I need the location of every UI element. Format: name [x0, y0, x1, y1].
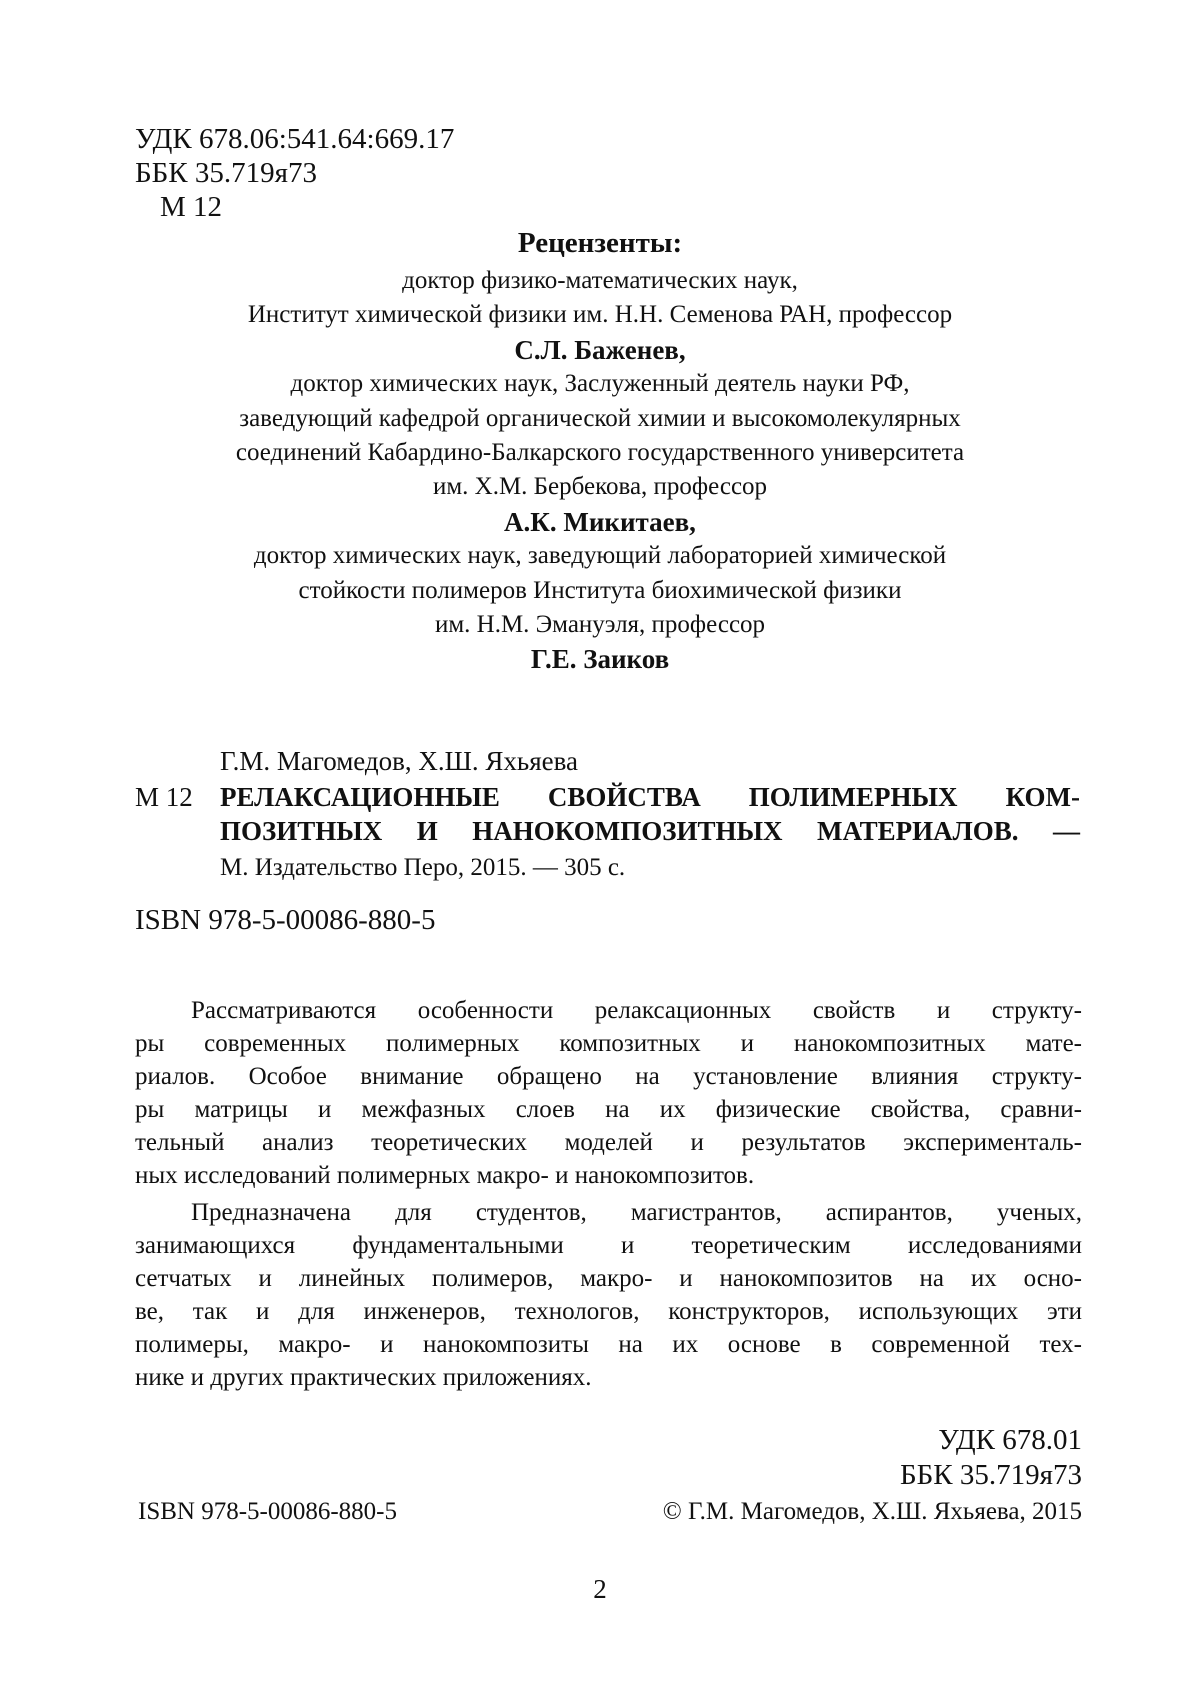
abstract-line: риалов. Особое внимание обращено на установление влияния структу- [135, 1063, 1082, 1090]
reviewer-credentials-line: им. Н.М. Эмануэля, профессор [434, 611, 766, 638]
footer-bbk-code: ББК 35.719я73 [900, 1459, 1082, 1491]
abstract-line: ве, так и для инженеров, технологов, конструкторов, использующих эти [135, 1298, 1082, 1325]
abstract-line: сетчатых и линейных полимеров, макро- и нанокомпозитов на их осно- [135, 1265, 1082, 1292]
udk-code: УДК 678.06:541.64:669.17 [135, 123, 455, 155]
book-imprint: М. Издательство Перо, 2015. — 305 с. [220, 854, 626, 881]
book-mark-code: М 12 [135, 782, 193, 812]
book-authors: Г.М. Магомедов, Х.Ш. Яхьяева [220, 746, 578, 776]
abstract-line: нике и других практических приложениях. [135, 1364, 592, 1391]
reviewer-credentials-line: Институт химической физики им. Н.Н. Семенова РАН, профессор [247, 301, 953, 329]
abstract-line: Рассматриваются особенности релаксационных свойств и структу- [191, 997, 1082, 1024]
abstract-line: Предназначена для студентов, магистрантов, аспирантов, ученых, [191, 1199, 1082, 1226]
reviewer-credentials-line: заведующий кафедрой органической химии и высокомолекулярных [239, 404, 961, 432]
reviewer-credentials-line: стойкости полимеров Института биохимической физики [298, 576, 902, 604]
abstract-line: ры современных полимерных композитных и нанокомпозитных мате- [135, 1030, 1082, 1057]
abstract-line: ры матрицы и межфазных слоев на их физические свойства, сравни- [135, 1096, 1082, 1123]
abstract-line: занимающихся фундаментальными и теоретическим исследованиями [135, 1232, 1082, 1259]
abstract-paragraph-1 [135, 994, 1082, 1192]
reviewers-title: Рецензенты: [517, 227, 683, 259]
reviewer-name: Г.Е. Заиков [530, 644, 670, 675]
abstract-line: тельный анализ теоретических моделей и результатов эксперименталь- [135, 1129, 1082, 1156]
abstract-line: полимеры, макро- и нанокомпозиты на их основе в современной тех- [135, 1331, 1082, 1358]
book-isbn: ISBN 978-5-00086-880-5 [135, 904, 436, 936]
page-number: 2 [593, 1574, 607, 1604]
book-title-line-1: РЕЛАКСАЦИОННЫЕ СВОЙСТВА ПОЛИМЕРНЫХ КОМ- [220, 782, 1080, 812]
abstract-paragraph-2 [135, 1196, 1082, 1394]
copyright-notice: © Г.М. Магомедов, Х.Ш. Яхьяева, 2015 [662, 1498, 1082, 1525]
author-mark-code: М 12 [160, 191, 223, 223]
reviewer-credentials-line: соединений Кабардино-Балкарского государственного университета [235, 439, 965, 466]
reviewer-credentials-line: доктор химических наук, заведующий лабораторией химической [253, 542, 947, 570]
reviewer-credentials-line: доктор физико-математических наук, [402, 267, 798, 294]
abstract-line: ных исследований полимерных макро- и нанокомпозитов. [135, 1162, 755, 1189]
reviewer-credentials-line: доктор химических наук, Заслуженный деятель науки РФ, [290, 370, 910, 398]
bbk-code: ББК 35.719я73 [135, 157, 317, 189]
reviewer-name: А.К. Микитаев, [504, 506, 696, 537]
book-title-line-2: ПОЗИТНЫХ И НАНОКОМПОЗИТНЫХ МАТЕРИАЛОВ. — [220, 816, 1080, 846]
reviewer-credentials-line: им. Х.М. Бербекова, профессор [432, 473, 768, 501]
footer-udk-code: УДК 678.01 [938, 1424, 1082, 1456]
reviewer-name: С.Л. Баженев, [514, 334, 686, 365]
footer-isbn: ISBN 978-5-00086-880-5 [138, 1498, 398, 1525]
